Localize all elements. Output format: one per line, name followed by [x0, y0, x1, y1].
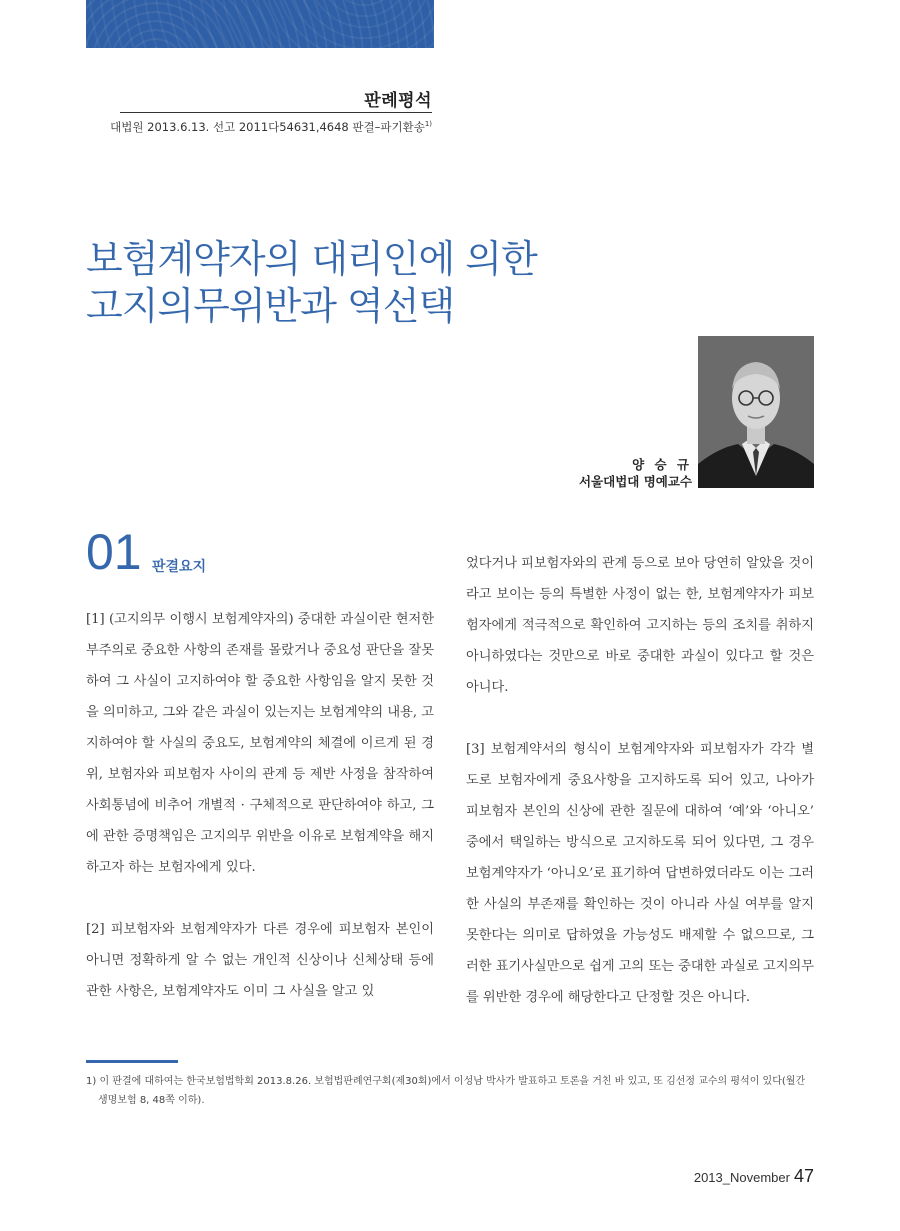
section-title: 판결요지 [152, 559, 207, 575]
footnote [86, 1072, 816, 1110]
page-folio [694, 1166, 814, 1187]
issue-label: 2013_November [693, 1170, 790, 1185]
article-title-line2: 고지의무위반과 역선택 [86, 284, 455, 328]
article-title [86, 236, 537, 330]
author-name: 양 승 규 [632, 457, 692, 472]
author-photo [698, 336, 814, 488]
body-paragraph: [1] (고지의무 이행시 보험계약자의) 중대한 과실이란 현저한 부주의로 중요한 사항의 존재를 몰랐거나 중요성 판단을 잘못하여 그 사실이 고지하여야 할 중요한 사항임을 알지 못한 것을 의미하고, 그와 같은 과실이 있는지는 보험계약의 내용, 고지하여야 할 사실의 중요도, 보험계약의 체결에 이르게 된 경위, 보험자와 피보험자 사이의 관계 등 제반 사정을 참작하여 사회통념에 비추어 개별적 · 구체적으로 판단하여야 하고, 그에 관한 증명책임은 고지의무 위반을 이유로 보험계약을 해지하고자 하는 보험자에게 있다. [86, 612, 434, 875]
body-paragraph: [3] 보험계약서의 형식이 보험계약자와 피보험자가 각각 별도로 보험자에게 중요사항을 고지하도록 되어 있고, 나아가 피보험자 본인의 신상에 관한 질문에 대하여 ‘예’와 ‘아니오’ 중에서 택일하는 방식으로 고지하도록 되어 있다면, 그 경우 보험계약자가 ‘아니오’로 표기하여 답변하였더라도 이는 그러한 사실의 부존재를 확인하는 것이 아니라 사실 여부를 알지 못한다는 의미로 답하였을 가능성도 배제할 수 없으므로, 그러한 표기사실만으로 쉽게 고의 또는 중대한 과실로 고지의무를 위반한 경우에 해당한다고 단정할 것은 아니다. [466, 742, 814, 1005]
article-title-line1: 보험계약자의 대리인에 의한 [86, 237, 537, 281]
footnote-line2: 생명보험 8, 48쪽 이하). [98, 1095, 205, 1106]
footnote-rule [86, 1060, 178, 1063]
body-column-right [466, 548, 814, 1044]
body-paragraph: [2] 피보험자와 보험계약자가 다른 경우에 피보험자 본인이 아니면 정확하게 알 수 없는 개인적 신상이나 신체상태 등에 관한 사항은, 보험계약자도 이미 그 사실을 알고 있 [86, 922, 434, 999]
page-number: 47 [793, 1166, 814, 1186]
footnote-marker[interactable]: 1) [424, 120, 432, 129]
section-label: 판례평석 [364, 91, 432, 111]
section-number: 01 [86, 524, 142, 580]
author-affiliation: 서울대법대 명예교수 [578, 474, 692, 489]
author-portrait-image [698, 336, 814, 488]
section-rule [120, 112, 432, 113]
header-banner [86, 0, 434, 48]
body-paragraph: 었다거나 피보험자와의 관계 등으로 보아 당연히 알았을 것이라고 보이는 등의 특별한 사정이 없는 한, 보험계약자가 피보험자에게 적극적으로 확인하여 고지하는 등의 조치를 취하지 아니하였다는 것만으로 바로 중대한 과실이 있다고 할 것은 아니다. [466, 556, 814, 695]
case-reference [110, 119, 432, 135]
case-reference-text: 대법원 2013.6.13. 선고 2011다54631,4648 판결–파기환송 [110, 120, 425, 134]
footnote-line1: 1) 이 판결에 대하여는 한국보험법학회 2013.8.26. 보험법판례연구회(제30회)에서 이성남 박사가 발표하고 토론을 거친 바 있고, 또 김선정 교수의 평석이 있다(월간 [86, 1076, 806, 1087]
body-column-left [86, 604, 434, 1038]
